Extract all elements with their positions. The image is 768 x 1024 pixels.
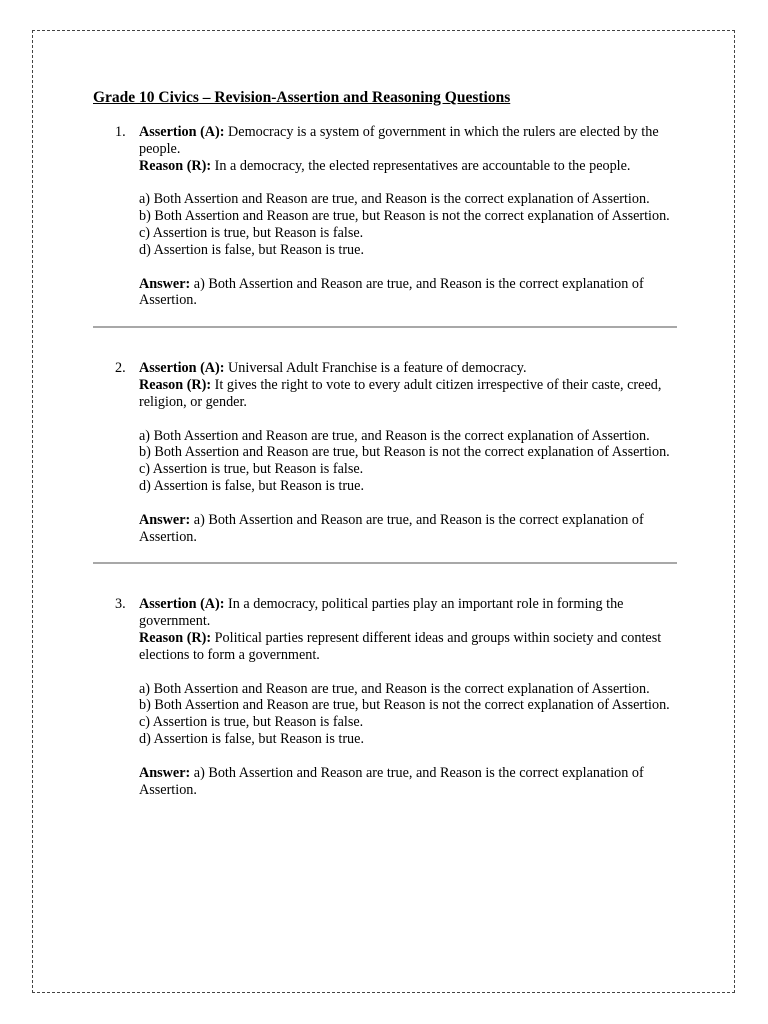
question-number: 3.: [115, 596, 126, 613]
assertion-text: Universal Adult Franchise is a feature of democracy.: [228, 360, 527, 377]
reason: [139, 630, 677, 664]
assertion-text: In a democracy, political parties play an important role in forming the government.: [139, 596, 624, 630]
answer-text: a) Both Assertion and Reason are true, and Reason is the correct explanation of Assertion.: [139, 764, 644, 798]
option-d: d) Assertion is false, but Reason is true.: [139, 730, 364, 747]
assertion-label: Assertion (A):: [139, 124, 225, 140]
question-2: [93, 360, 677, 545]
option-b: b) Both Assertion and Reason are true, but Reason is not the correct explanation of Assertion.: [139, 208, 670, 225]
section-divider: [93, 562, 677, 564]
assertion: [139, 124, 677, 158]
reason: [139, 377, 677, 411]
assertion: [139, 596, 677, 630]
answer-text: a) Both Assertion and Reason are true, and Reason is the correct explanation of Assertion.: [139, 511, 644, 545]
assertion-label: Assertion (A):: [139, 360, 225, 377]
question-number: 2.: [115, 360, 126, 377]
option-a: a) Both Assertion and Reason are true, and Reason is the correct explanation of Assertion.: [139, 427, 650, 444]
options-list: [139, 428, 677, 495]
reason-label: Reason (R):: [139, 157, 212, 174]
option-a: a) Both Assertion and Reason are true, and Reason is the correct explanation of Assertion.: [139, 680, 650, 697]
section-divider: [93, 326, 677, 328]
reason-label: Reason (R):: [139, 376, 212, 393]
option-c: c) Assertion is true, but Reason is false.: [139, 714, 364, 731]
question-1: [93, 124, 677, 309]
answer-label: Answer:: [139, 511, 191, 528]
reason-text: Political parties represent different ideas and groups within society and contest elections to form a government.: [139, 629, 662, 663]
reason-label: Reason (R):: [139, 629, 212, 646]
option-c: c) Assertion is true, but Reason is false.: [139, 224, 364, 241]
answer-label: Answer:: [139, 764, 191, 781]
option-b: b) Both Assertion and Reason are true, but Reason is not the correct explanation of Assertion.: [139, 444, 670, 461]
answer: [139, 512, 677, 546]
question-number: 1.: [115, 124, 126, 140]
reason-text: It gives the right to vote to every adult citizen irrespective of their caste, creed, religion, or gender.: [139, 376, 662, 410]
answer-label: Answer:: [139, 275, 191, 292]
question-3: [93, 596, 677, 798]
option-d: d) Assertion is false, but Reason is true.: [139, 241, 364, 258]
document-title: Grade 10 Civics – Revision-Assertion and Reasoning Questions: [93, 89, 511, 106]
option-a: a) Both Assertion and Reason are true, and Reason is the correct explanation of Assertion.: [139, 191, 650, 208]
options-list: [139, 191, 677, 258]
answer-text: a) Both Assertion and Reason are true, and Reason is the correct explanation of Assertion.: [139, 275, 644, 309]
answer: [139, 276, 677, 310]
assertion-label: Assertion (A):: [139, 596, 225, 613]
reason-text: In a democracy, the elected representatives are accountable to the people.: [214, 157, 631, 174]
options-list: [139, 681, 677, 748]
option-c: c) Assertion is true, but Reason is false.: [139, 461, 364, 478]
answer: [139, 765, 677, 799]
reason: [139, 158, 677, 175]
option-b: b) Both Assertion and Reason are true, but Reason is not the correct explanation of Assertion.: [139, 697, 670, 714]
document-body: [93, 88, 677, 798]
assertion-text: Democracy is a system of government in which the rulers are elected by the people.: [139, 124, 659, 157]
option-d: d) Assertion is false, but Reason is true.: [139, 477, 364, 494]
assertion: [139, 360, 677, 377]
